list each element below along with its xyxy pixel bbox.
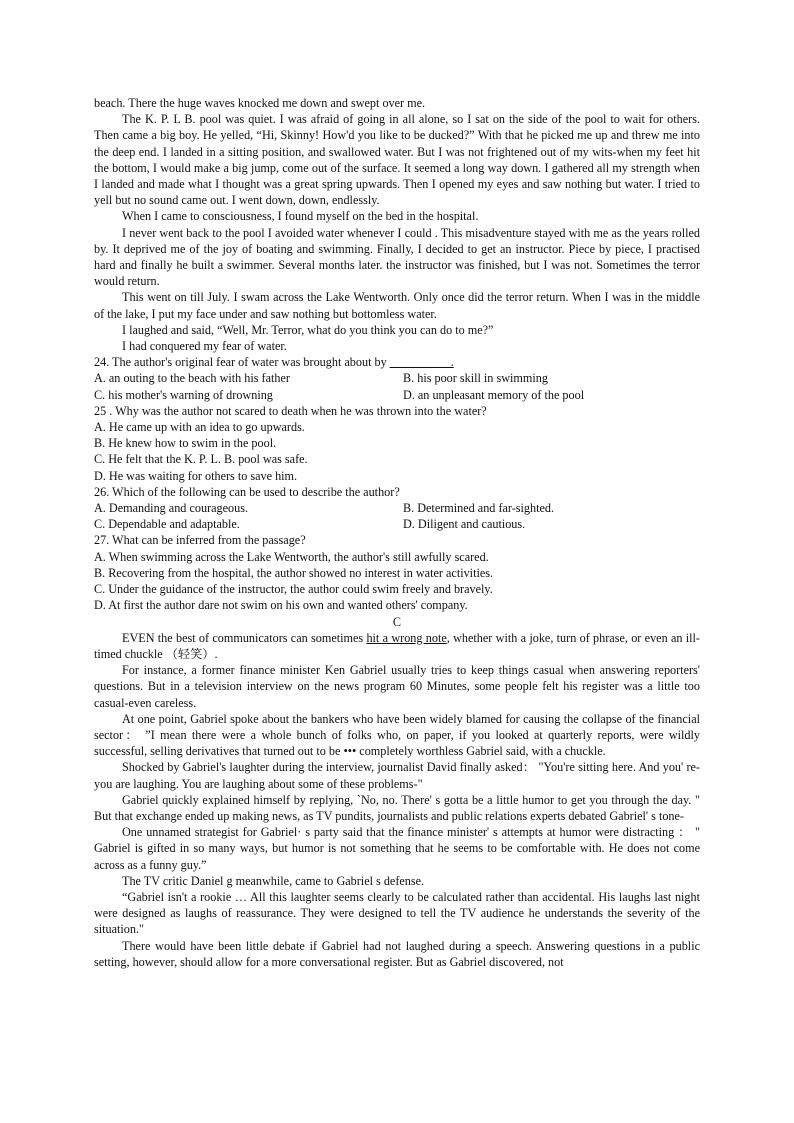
question-27: [94, 532, 700, 613]
question-26: [94, 484, 700, 533]
section-heading: C: [392, 614, 402, 629]
question-stem: 25 . Why was the author not scared to death when he was thrown into the water?: [94, 403, 487, 418]
paragraph: The TV critic Daniel g meanwhile, came to Gabriel s defense.: [122, 873, 425, 888]
paragraph: Shocked by Gabriel's laughter during the interview, journalist David finally asked： "You're sitting here. And you' re-you are laughing. You are laughing about some of these problems-": [94, 760, 700, 791]
option-a: A. an outing to the beach with his father: [94, 371, 290, 386]
option-b: B. his poor skill in swimming: [403, 371, 548, 386]
paragraph: I laughed and said, “Well, Mr. Terror, what do you think you can do to me?”: [122, 322, 494, 337]
paragraph: “Gabriel isn't a rookie … All this laughter seems clearly to be calculated rather than accidental. His laughs last night were designed as laughs of reassurance. They were designed to tell the TV audience he understands the severity of the situation.": [94, 889, 700, 937]
option-d: D. an unpleasant memory of the pool: [403, 387, 585, 402]
passage-b: [94, 95, 700, 354]
option-c: C. He felt that the K. P. L. B. pool was safe.: [94, 452, 308, 467]
option-c: C. his mother's warning of drowning: [94, 387, 273, 402]
paragraph: This went on till July. I swam across the Lake Wentworth. Only once did the terror return. When I was in the middle of the lake, I put my face under and saw nothing but bottomless water.: [94, 290, 700, 321]
option-a: A. He came up with an idea to go upwards.: [94, 420, 305, 435]
option-a: A. When swimming across the Lake Wentworth, the author's still awfully scared.: [94, 549, 489, 564]
question-stem: 26. Which of the following can be used to describe the author?: [94, 484, 400, 499]
option-b: B. He knew how to swim in the pool.: [94, 436, 277, 451]
document-page: [94, 95, 700, 970]
paragraph: One unnamed strategist for Gabriel· s party said that the finance minister' s attempts at humor were distracting ： " Gabriel is gifted in so many ways, but humor is not something that he seems to be comfortable with. He does not come across as a funny guy.”: [94, 825, 700, 872]
underlined-phrase: hit a wrong note: [366, 630, 447, 645]
paragraph: I never went back to the pool I avoided water whenever I could . This misadventure stayed with me as the years rolled by. It deprived me of the joy of boating and swimming. Finally, I decided to get an instructor. Piece by piece, I practised hard and finally he built a swimmer. Several months later. the instructor was finished, but I was not. Sometimes the terror would return.: [94, 225, 700, 289]
option-row: [94, 500, 700, 516]
paragraph: I had conquered my fear of water.: [122, 339, 287, 354]
paragraph: beach. There the huge waves knocked me down and swept over me.: [94, 96, 426, 110]
paragraph: The K. P. L B. pool was quiet. I was afraid of going in all alone, so I sat on the side of the pool to wait for others. Then came a big boy. He yelled, “Hi, Skinny! How'd you like to be ducked?” With that he picked me up and threw me into the deep end. I landed in a sitting position, and swallowed water. But I was not frightened out of my wits-when my feet hit the bottom, I would make a big jump, come out of the surface. It seemed a long way down. I gathered all my strength when I landed and made what I thought was a great spring upwards. Then I opened my eyes and saw nothing but water. I tried to yell but no sound came out. I went down, down, endlessly.: [94, 112, 700, 208]
question-24: [94, 354, 700, 403]
question-stem: 24. The author's original fear of water was brought about by __________.: [94, 355, 454, 370]
passage-c: [94, 630, 700, 970]
paragraph: EVEN the best of communicators can sometimes hit a wrong note, whether with a joke, turn of phrase, or even an ill-timed chuckle （轻笑）.: [94, 630, 700, 661]
paragraph: For instance, a former finance minister Ken Gabriel usually tries to keep things casual when answering reporters' questions. But in a television interview on the news program 60 Minutes, some people felt his register was a little too casual-even careless.: [94, 663, 700, 710]
paragraph: Gabriel quickly explained himself by replying, `No, no. There' s gotta be a little humor to get you through the day. " But that exchange ended up making news, as TV pundits, journalists and public relations experts debated Gabriel' s tone-: [94, 792, 700, 823]
option-c: C. Dependable and adaptable.: [94, 517, 240, 532]
option-row: [94, 370, 700, 386]
option-row: [94, 516, 700, 532]
option-d: D. Diligent and cautious.: [403, 517, 526, 532]
option-d: D. He was waiting for others to save him.: [94, 468, 298, 483]
option-d: D. At first the author dare not swim on his own and wanted others' company.: [94, 598, 468, 613]
paragraph: At one point, Gabriel spoke about the bankers who have been widely blamed for causing the collapse of the financial sector： ”I mean there were a whole bunch of folks who, on paper, if you looked at quarterly reports, were wildly successful, selling derivatives that turned out to be ••• completely worthless Gabriel said, with a chuckle.: [94, 711, 700, 759]
question-25: [94, 403, 700, 484]
option-b: B. Recovering from the hospital, the author showed no interest in water activities.: [94, 565, 494, 580]
paragraph: When I came to consciousness, I found myself on the bed in the hospital.: [122, 209, 479, 224]
answer-blank: __________.: [389, 355, 454, 370]
option-b: B. Determined and far-sighted.: [403, 501, 555, 516]
option-a: A. Demanding and courageous.: [94, 501, 248, 516]
option-row: [94, 387, 700, 403]
option-c: C. Under the guidance of the instructor, the author could swim freely and bravely.: [94, 582, 493, 597]
paragraph: There would have been little debate if Gabriel had not laughed during a speech. Answering questions in a public setting, however, should allow for a more conversational register. But as Gabriel discovered, not: [94, 938, 700, 969]
question-stem: 27. What can be inferred from the passage?: [94, 533, 306, 548]
